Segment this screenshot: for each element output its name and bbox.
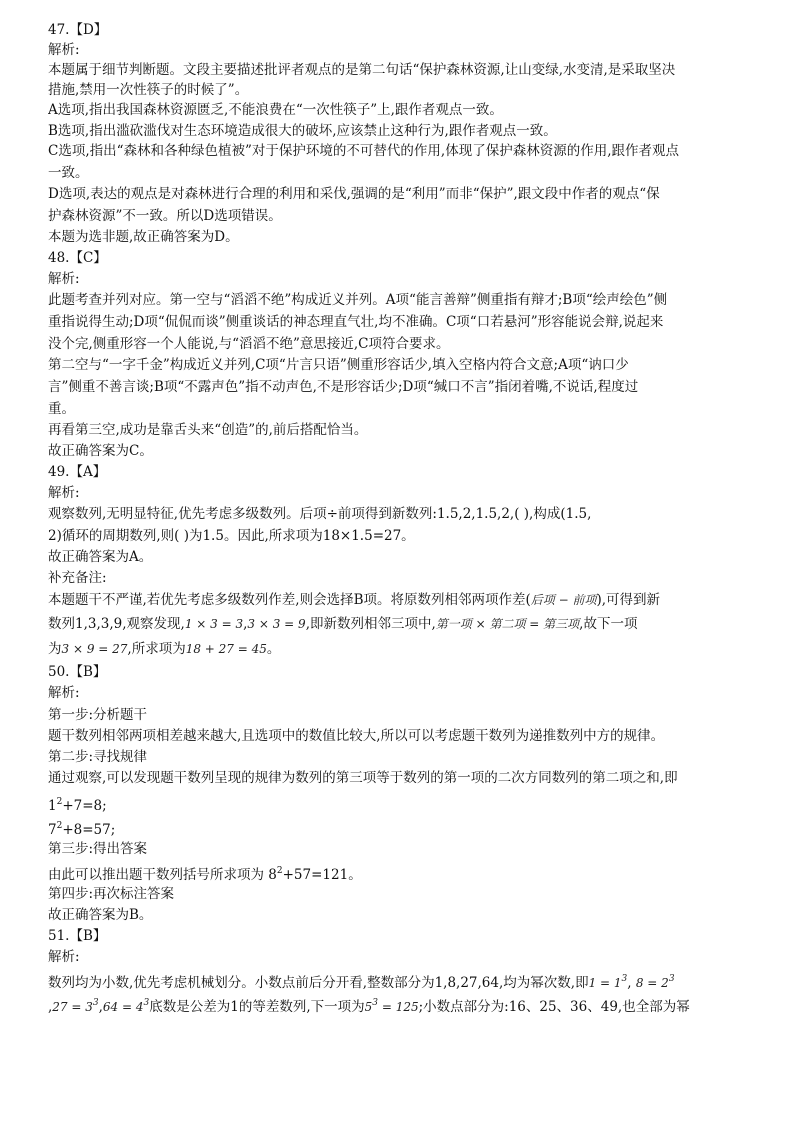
- math-formula: 1 × 3 = 3: [184, 617, 244, 631]
- handwritten-formula: 后项 − 前项: [530, 593, 597, 607]
- text-line: 本题属于细节判断题。文段主要描述批评者观点的是第二句话“保护森林资源,让山变绿,水变清,是采取坚决: [48, 62, 676, 78]
- math-formula: $64 = 4^3$: [102, 998, 150, 1013]
- text-line: 此题考查并列对应。第一空与“滔滔不绝”构成近义并列。A项“能言善辩”侧重指有辩才;B项“绘声绘色”侧: [48, 292, 668, 308]
- text-line: B选项,指出滥砍滥伐对生态环境造成很大的破坏,应该禁止这种行为,跟作者观点一致。: [48, 123, 557, 139]
- text-line: 为3 × 9 = 27,所求项为18 + 27 = 45。: [48, 641, 281, 657]
- answer-heading-49: 49.【A】: [48, 464, 107, 480]
- math-formula: 3 × 9 = 27: [61, 642, 128, 656]
- text-line: 题干数列相邻两项相差越来越大,且选项中的数值比较大,所以可以考虑题干数列为递推数列中方的规律。: [48, 728, 665, 744]
- step-heading: 第一步:分析题干: [48, 707, 148, 723]
- text-line: 本题为选非题,故正确答案为D。: [48, 229, 239, 245]
- math-formula: $5^3 = 125$: [364, 998, 419, 1013]
- text-line: 故正确答案为A。: [48, 549, 153, 565]
- text-line: C选项,指出“森林和各种绿色植被”对于保护环境的不可替代的作用,体现了保护森林资源的作用,跟作者观点: [48, 143, 680, 159]
- step-heading: 第二步:寻找规律: [48, 749, 148, 765]
- text-line: 护森林资源”不一致。所以D选项错误。: [48, 208, 282, 224]
- text-line: 措施,禁用一次性筷子的时候了”。: [48, 82, 249, 98]
- text-line: 再看第三空,成功是靠舌头来“创造”的,前后搭配恰当。: [48, 422, 368, 438]
- math-formula: $1 = 1^3$: [588, 974, 628, 989]
- math-formula: 3 × 3 = 9: [247, 617, 306, 631]
- text-line: 本题题干不严谨,若优先考虑多级数列作差,则会选择B项。将原数列相邻两项作差(后项 − 前项),可得到新: [48, 592, 661, 608]
- text-line: $,27 = 3^3,64 = 4^3$底数是公差为1的等差数列,下一项为$5^3 = 125$;小数点部分为:16、25、36、49,也全部为幂: [48, 998, 690, 1013]
- handwritten-formula: 第一项 × 第二项 = 第三项: [435, 617, 580, 631]
- analysis-label: 解析:: [48, 42, 80, 58]
- step-heading: 第三步:得出答案: [48, 841, 148, 857]
- analysis-label: 解析:: [48, 271, 80, 287]
- text-line: 一致。: [48, 165, 89, 181]
- text-line: 重。: [48, 401, 75, 417]
- text-line: 没个完,侧重形容一个人能说,与“滔滔不绝”意思接近,C项符合要求。: [48, 336, 450, 352]
- math-formula: 18 + 27 = 45: [185, 642, 267, 656]
- text-line: 数列均为小数,优先考虑机械划分。小数点前后分开看,整数部分为1,8,27,64,均为幂次数,即$1 = 1^3$, $8 = 2^3$: [48, 974, 675, 989]
- text-line: 通过观察,可以发现题干数列呈现的规律为数列的第三项等于数列的第一项的二次方同数列的第二项之和,即: [48, 770, 678, 786]
- text-line: 故正确答案为B。: [48, 907, 153, 923]
- text-line: 数列1,3,3,9,观察发现,1 × 3 = 3,3 × 3 = 9,即新数列相邻三项中,第一项 × 第二项 = 第三项,故下一项: [48, 616, 638, 632]
- text-line: 重指说得生动;D项“侃侃而谈”侧重谈话的神态理直气壮,均不准确。C项“口若悬河”形容能说会辩,说起来: [48, 314, 664, 330]
- answer-heading-50: 50.【B】: [48, 664, 107, 680]
- answer-heading-51: 51.【B】: [48, 928, 107, 944]
- equation-line: 由此可以推出题干数列括号所求项为 $8^2+57=121$。: [48, 866, 362, 881]
- text-line: 观察数列,无明显特征,优先考虑多级数列。后项÷前项得到新数列:1.5,2,1.5,2,( ),构成(1.5,: [48, 506, 592, 522]
- answer-heading-47: 47.【D】: [48, 22, 108, 38]
- text-line: 2)循环的周期数列,则( )为1.5。因此,所求项为18×1.5=27。: [48, 528, 415, 544]
- math-formula: $27 = 3^3$: [52, 998, 99, 1013]
- text-line: 言”侧重不善言谈;B项“不露声色”指不动声色,不是形容话少;D项“缄口不言”指闭着嘴,不说话,程度过: [48, 379, 639, 395]
- supplement-label: 补充备注:: [48, 570, 107, 586]
- equation-line: $1^2+7=8$;: [48, 797, 107, 812]
- equation-line: $7^2+8=57$;: [48, 821, 116, 836]
- analysis-label: 解析:: [48, 485, 80, 501]
- text-line: 故正确答案为C。: [48, 443, 153, 459]
- answer-heading-48: 48.【C】: [48, 250, 107, 266]
- math-formula: $8 = 2^3$: [635, 974, 675, 989]
- text-line: A选项,指出我国森林资源匮乏,不能浪费在“一次性筷子”上,跟作者观点一致。: [48, 102, 503, 118]
- text-line: 第二空与“一字千金”构成近义并列,C项“片言只语”侧重形容话少,填入空格内符合文意;A项“讷口少: [48, 357, 629, 373]
- text-line: D选项,表达的观点是对森林进行合理的利用和采伐,强调的是“利用”而非“保护”,跟文段中作者的观点“保: [48, 186, 660, 202]
- analysis-label: 解析:: [48, 949, 80, 965]
- step-heading: 第四步:再次标注答案: [48, 886, 175, 902]
- analysis-label: 解析:: [48, 685, 80, 701]
